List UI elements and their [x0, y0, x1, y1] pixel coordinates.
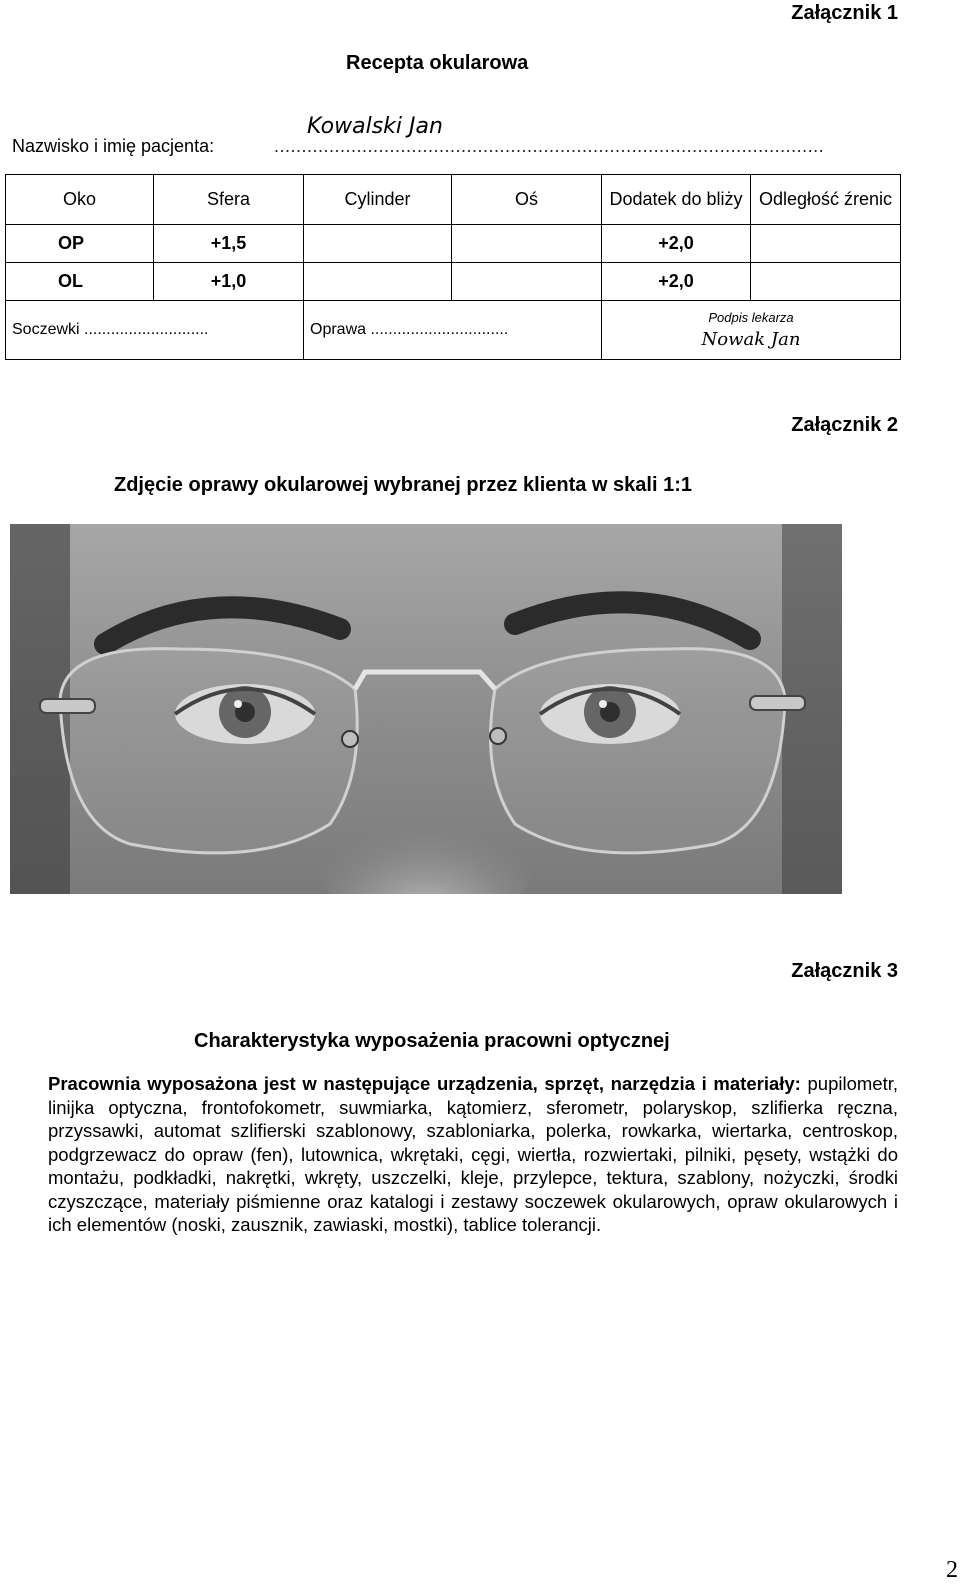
cell-sphere: +1,5 — [154, 225, 304, 263]
photo-title: Zdjęcie oprawy okularowej wybranej przez klienta w skali 1:1 — [114, 474, 692, 496]
cell-pd — [751, 225, 901, 263]
equipment-list: pupilometr, linijka optyczna, frontofokometr, suwmiarka, kątomierz, sferometr, polaryskop, szlifierka ręczna, przyssawki, automat szlifierski szablonowy, szabloniarka, polerka, rowkarka, wiertarka, centroskop, podgrzewacz do opraw (fen), lutownica, wkrętaki, cęgi, wiertła, rozwiertaki, pilniki, pęsety, wstążki do montażu, podkładki, nakrętki, wkręty, uszczelki, kleje, przylepce, tektura, szablony, nożyczki, środki czyszczące, materiały piśmienne oraz katalogi i zestawy soczewek okularowych, opraw okularowych i ich elementów (noski, zausznik, zawiaski, mostki), tablice tolerancji. — [48, 1073, 898, 1235]
annex-1-label: Załącznik 1 — [791, 2, 898, 24]
patient-name: Kowalski Jan — [307, 114, 443, 139]
lenses-field: Soczewki ............................ — [6, 301, 304, 360]
cell-axis — [452, 225, 602, 263]
patient-label: Nazwisko i imię pacjenta: — [12, 136, 215, 156]
patient-dots: .................................................................................................... — [274, 136, 825, 156]
frame-field: Oprawa ............................... — [304, 301, 602, 360]
header-axis: Oś — [452, 175, 602, 225]
patient-row — [12, 114, 825, 160]
header-eye: Oko — [6, 175, 154, 225]
cell-eye: OL — [6, 263, 154, 301]
table-bottom-row — [6, 301, 901, 360]
prescription-table — [5, 174, 901, 360]
equipment-description — [48, 1072, 898, 1237]
page-number: 2 — [946, 1557, 958, 1583]
header-add: Dodatek do bliży — [602, 175, 751, 225]
annex-3-label: Załącznik 3 — [791, 960, 898, 982]
cell-cylinder — [304, 263, 452, 301]
signature-cell — [602, 301, 901, 360]
cell-cylinder — [304, 225, 452, 263]
cell-add: +2,0 — [602, 225, 751, 263]
equipment-lead: Pracownia wyposażona jest w następujące urządzenia, sprzęt, narzędzia i materiały: — [48, 1073, 801, 1094]
header-pd: Odległość źrenic — [751, 175, 901, 225]
table-row — [6, 225, 901, 263]
signature-name: Nowak Jan — [701, 329, 801, 351]
face-with-glasses-photo — [10, 524, 842, 894]
table-header-row — [6, 175, 901, 225]
header-cylinder: Cylinder — [304, 175, 452, 225]
table-row — [6, 263, 901, 301]
cell-pd — [751, 263, 901, 301]
cell-sphere: +1,0 — [154, 263, 304, 301]
annex-2-label: Załącznik 2 — [791, 414, 898, 436]
cell-add: +2,0 — [602, 263, 751, 301]
cell-eye: OP — [6, 225, 154, 263]
frame-photo — [10, 524, 842, 894]
prescription-title: Recepta okularowa — [346, 52, 529, 74]
header-sphere: Sfera — [154, 175, 304, 225]
cell-axis — [452, 263, 602, 301]
signature-label: Podpis lekarza — [708, 310, 794, 326]
equipment-title: Charakterystyka wyposażenia pracowni optycznej — [194, 1030, 670, 1052]
